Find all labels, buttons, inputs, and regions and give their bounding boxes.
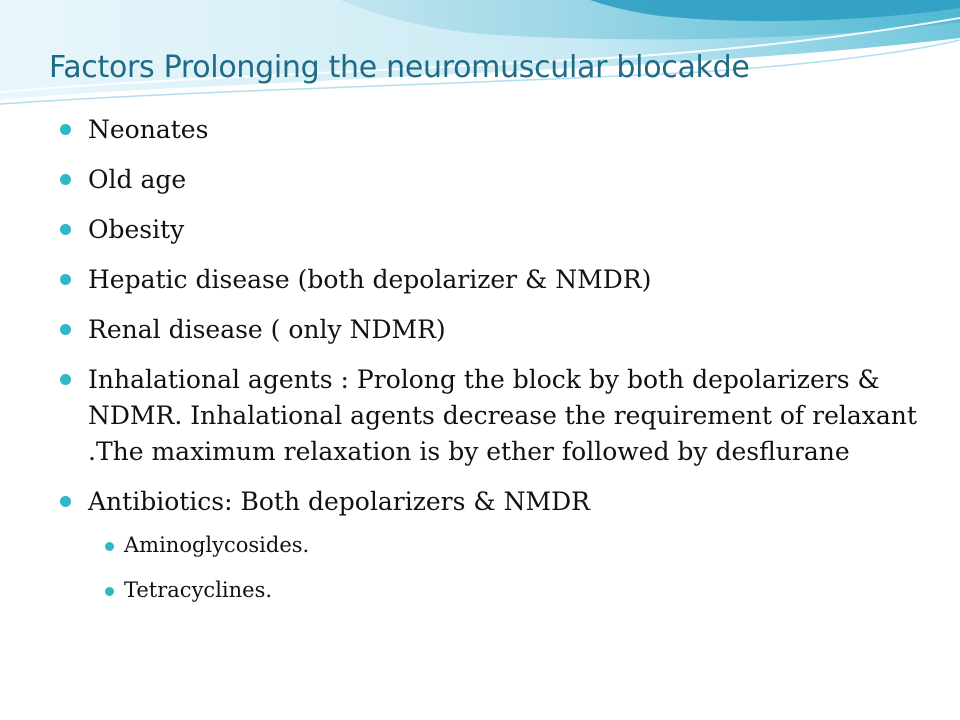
list-item-text: Hepatic disease (both depolarizer & NMDR): [88, 265, 652, 294]
bullet-list: [60, 112, 940, 620]
bullet-dot-icon: [60, 224, 71, 235]
sub-bullet-dot-icon: [105, 542, 114, 551]
sub-list-item: [60, 530, 940, 560]
list-item: [60, 484, 940, 520]
sub-bullet-dot-icon: [105, 587, 114, 596]
list-item: [60, 162, 940, 198]
slide-title: Factors Prolonging the neuromuscular blocakde: [49, 50, 750, 85]
bullet-dot-icon: [60, 174, 71, 185]
bullet-dot-icon: [60, 324, 71, 335]
sub-list-item-text: Aminoglycosides.: [124, 533, 310, 557]
bullet-dot-icon: [60, 124, 71, 135]
list-item: [60, 212, 940, 248]
list-item-text: Neonates: [88, 115, 209, 144]
list-item: [60, 112, 940, 148]
list-item: [60, 312, 940, 348]
bullet-dot-icon: [60, 274, 71, 285]
list-item: [60, 362, 940, 470]
bullet-dot-icon: [60, 496, 71, 507]
list-item-text: Old age: [88, 165, 187, 194]
list-item-text: Inhalational agents : Prolong the block by both depolarizers & NDMR. Inhalational agents decrease the requirement of relaxant .The maximum relaxation is by ether followed by desflurane: [88, 365, 917, 466]
list-item-text: Obesity: [88, 215, 185, 244]
list-item: [60, 262, 940, 298]
bullet-dot-icon: [60, 374, 71, 385]
list-item-text: Antibiotics: Both depolarizers & NMDR: [88, 487, 590, 516]
sub-list-item-text: Tetracyclines.: [124, 578, 273, 602]
sub-list-item: [60, 575, 940, 605]
list-item-text: Renal disease ( only NDMR): [88, 315, 446, 344]
